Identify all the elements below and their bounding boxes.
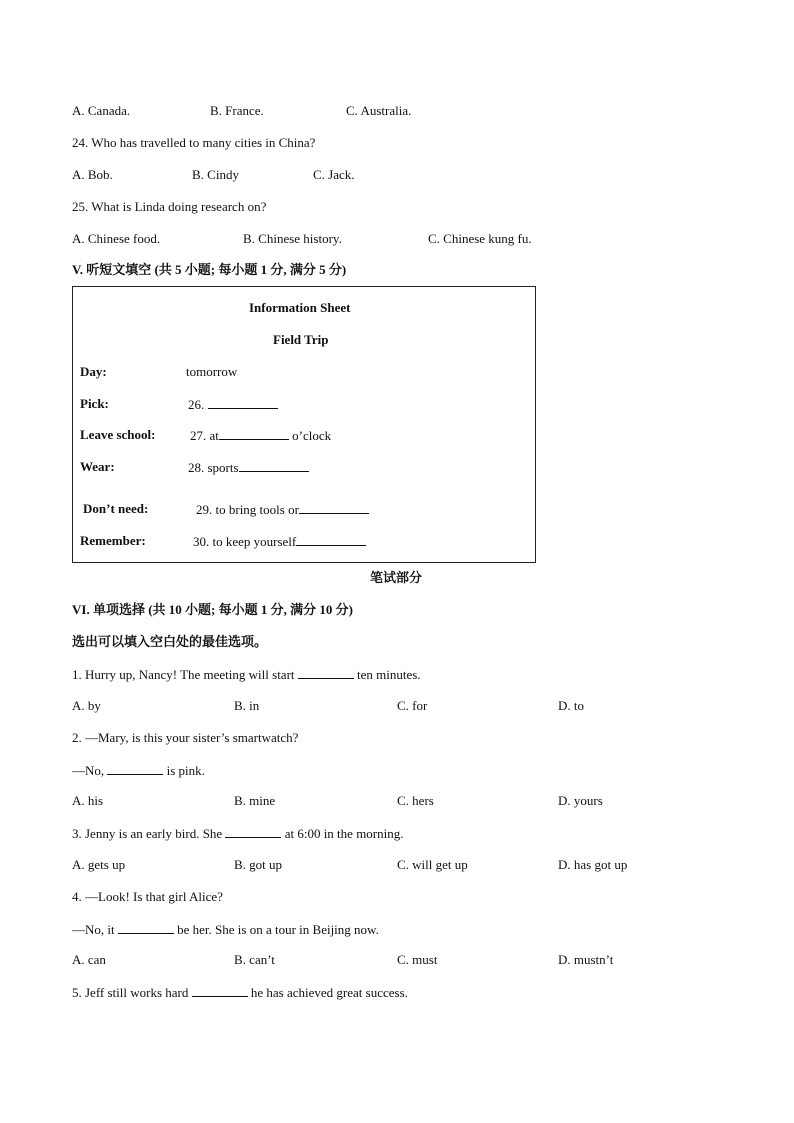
answer-blank-30[interactable] (296, 533, 366, 546)
mc2-blank[interactable] (107, 762, 163, 775)
section-5-title: V. 听短文填空 (共 5 小题; 每小题 1 分, 满分 5 分) (72, 262, 347, 277)
mc2-question-line2 (72, 762, 205, 779)
q24-option-a: A. Bob. (72, 167, 113, 182)
info-label-remember: Remember: (80, 533, 146, 548)
mc1-blank[interactable] (298, 666, 354, 679)
q25-option-b: B. Chinese history. (243, 231, 342, 246)
q23-option-b: B. France. (210, 103, 264, 118)
section-6-instruction: 选出可以填入空白处的最佳选项。 (72, 634, 268, 649)
mc5-question (72, 984, 408, 1001)
written-part-heading: 笔试部分 (370, 570, 423, 585)
q24-option-b: B. Cindy (192, 167, 239, 182)
mc5-blank[interactable] (192, 984, 248, 997)
info-value-day: tomorrow (186, 364, 238, 379)
q25-option-a: A. Chinese food. (72, 231, 161, 246)
mc3-option-b: B. got up (234, 857, 283, 872)
mc2-option-c: C. hers (397, 793, 434, 808)
mc1-option-a: A. by (72, 698, 101, 713)
section-6-title: VI. 单项选择 (共 10 小题; 每小题 1 分, 满分 10 分) (72, 602, 353, 617)
info-sheet-subtitle: Field Trip (273, 332, 329, 347)
mc2-question-line1: 2. —Mary, is this your sister’s smartwatch? (72, 730, 299, 745)
mc3-option-d: D. has got up (558, 857, 628, 872)
info-label-leave-school: Leave school: (80, 427, 156, 442)
mc5-text-before: 5. Jeff still works hard (72, 985, 192, 1000)
mc3-option-a: A. gets up (72, 857, 126, 872)
info-value-remember (193, 533, 366, 550)
answer-blank-29[interactable] (299, 501, 369, 514)
info-value-wear (188, 459, 309, 476)
mc4-option-a: A. can (72, 952, 106, 967)
info-value-dont-need (196, 501, 369, 518)
mc1-text-after: ten minutes. (353, 667, 421, 682)
answer-blank-27[interactable] (219, 427, 289, 440)
item-28-text: 28. sports (188, 460, 239, 475)
item-27-suffix: o’clock (288, 428, 332, 443)
q24-question: 24. Who has travelled to many cities in China? (72, 135, 316, 150)
mc3-text-after: at 6:00 in the morning. (281, 826, 404, 841)
mc2-option-d: D. yours (558, 793, 603, 808)
mc3-blank[interactable] (225, 825, 281, 838)
mc4-text-before: —No, it (72, 922, 118, 937)
mc4-question-line2 (72, 921, 379, 938)
mc4-blank[interactable] (118, 921, 174, 934)
mc5-text-after: he has achieved great success. (247, 985, 408, 1000)
mc2-option-b: B. mine (234, 793, 276, 808)
mc1-option-b: B. in (234, 698, 260, 713)
mc3-question (72, 825, 404, 842)
mc1-text-before: 1. Hurry up, Nancy! The meeting will start (72, 667, 298, 682)
item-30-text: 30. to keep yourself (193, 534, 297, 549)
item-27-text: 27. at (190, 428, 219, 443)
item-26-text: 26. (188, 397, 208, 412)
q23-option-c: C. Australia. (346, 103, 412, 118)
information-sheet-box (72, 286, 536, 563)
mc1-option-c: C. for (397, 698, 428, 713)
mc4-question-line1: 4. —Look! Is that girl Alice? (72, 889, 223, 904)
answer-blank-26[interactable] (208, 396, 278, 409)
info-value-pick (188, 396, 278, 413)
mc3-text-before: 3. Jenny is an early bird. She (72, 826, 226, 841)
mc2-text-after: is pink. (163, 763, 205, 778)
mc4-text-after: be her. She is on a tour in Beijing now. (173, 922, 379, 937)
q25-question: 25. What is Linda doing research on? (72, 199, 267, 214)
mc2-text-before: —No, (72, 763, 108, 778)
answer-blank-28[interactable] (239, 459, 309, 472)
q23-option-a: A. Canada. (72, 103, 131, 118)
mc1-option-d: D. to (558, 698, 584, 713)
mc4-option-b: B. can’t (234, 952, 275, 967)
info-sheet-title: Information Sheet (249, 300, 351, 315)
info-value-leave-school (190, 427, 331, 444)
item-29-text: 29. to bring tools or (196, 502, 299, 517)
q24-option-c: C. Jack. (313, 167, 355, 182)
info-label-pick: Pick: (80, 396, 109, 411)
mc2-option-a: A. his (72, 793, 104, 808)
info-label-day: Day: (80, 364, 107, 379)
mc3-option-c: C. will get up (397, 857, 468, 872)
info-label-dont-need: Don’t need: (83, 501, 149, 516)
info-label-wear: Wear: (80, 459, 115, 474)
mc4-option-d: D. mustn’t (558, 952, 614, 967)
q25-option-c: C. Chinese kung fu. (428, 231, 532, 246)
mc4-option-c: C. must (397, 952, 438, 967)
mc1-question (72, 666, 421, 683)
